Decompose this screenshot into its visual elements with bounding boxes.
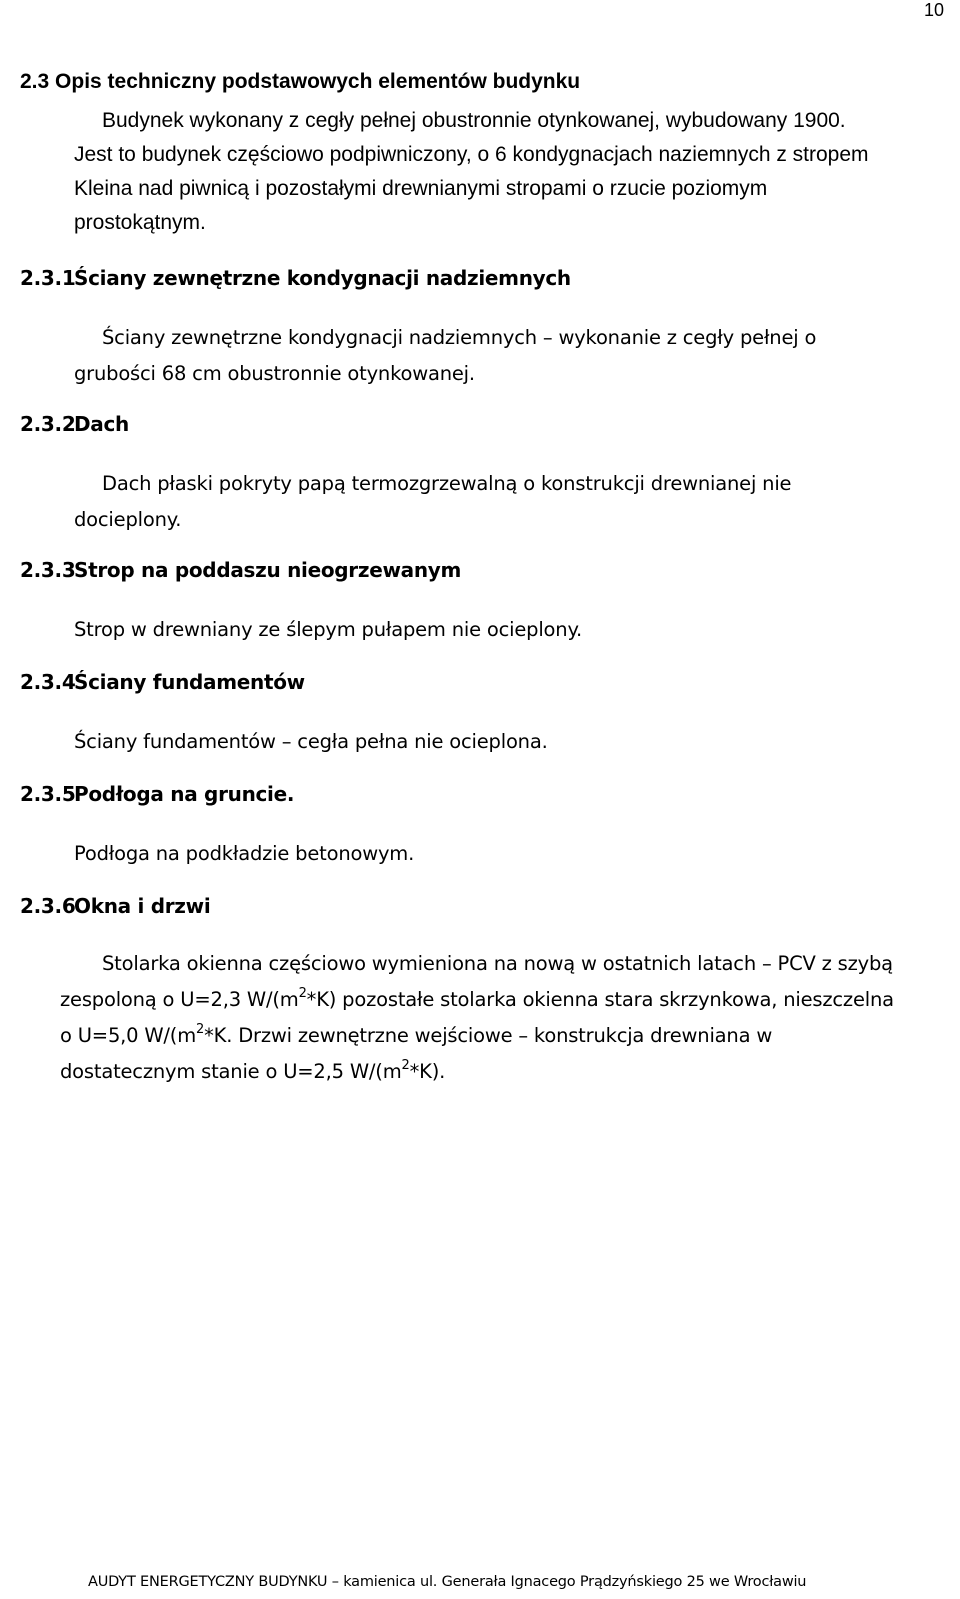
- section-intro: [74, 104, 874, 240]
- text-line: [60, 1018, 940, 1054]
- text-line: [60, 982, 940, 1018]
- subsection-heading-2-3-1: [20, 266, 571, 290]
- subsection-number: 2.3.1: [20, 266, 76, 290]
- subsection-number: 2.3.5: [20, 782, 76, 806]
- page-footer: AUDYT ENERGETYCZNY BUDYNKU – kamienica ul. Generała Ignacego Prądzyńskiego 25 we Wrocławiu: [88, 1574, 807, 1590]
- line-3a: o U=5,0 W/(m: [60, 1024, 197, 1047]
- text-line: [60, 946, 940, 982]
- subsection-text-2-3-5: Podłoga na podkładzie betonowym.: [74, 842, 415, 865]
- intro-rest: Jest to budynek częściowo podpiwniczony, o 6 kondygnacjach naziemnych z stropem Kleina nad piwnicą i pozostałymi drewnianymi stropami o rzucie poziomym prostokątnym.: [74, 143, 869, 234]
- text-line: Dach płaski pokryty papą termozgrzewalną o konstrukcji drewnianej nie: [102, 472, 792, 495]
- text-line: docieplony.: [74, 508, 182, 531]
- subsection-text-2-3-4: Ściany fundamentów – cegła pełna nie ocieplona.: [74, 730, 548, 753]
- subsection-text-2-3-2: [74, 466, 874, 538]
- subsection-number: 2.3.2: [20, 412, 76, 436]
- subsection-text-2-3-3: Strop w drewniany ze ślepym pułapem nie ocieplony.: [74, 618, 582, 641]
- subsection-number: 2.3.4: [20, 670, 76, 694]
- superscript: 2: [298, 986, 307, 1001]
- subsection-title: Strop na poddaszu nieogrzewanym: [74, 558, 462, 582]
- line-4a: dostatecznym stanie o U=2,5 W/(m: [60, 1060, 402, 1083]
- subsection-heading-2-3-6: [20, 894, 210, 918]
- superscript: 2: [196, 1022, 205, 1037]
- subsection-number: 2.3.3: [20, 558, 76, 582]
- subsection-heading-2-3-4: [20, 670, 305, 694]
- subsection-title: Ściany zewnętrzne kondygnacji nadziemnych: [74, 266, 571, 290]
- text-line: grubości 68 cm obustronnie otynkowanej.: [74, 362, 475, 385]
- section-title: 2.3 Opis techniczny podstawowych elementów budynku: [20, 70, 581, 93]
- text-line: Ściany zewnętrzne kondygnacji nadziemnych – wykonanie z cegły pełnej o: [102, 326, 817, 349]
- subsection-number: 2.3.6: [20, 894, 76, 918]
- subsection-text-2-3-6: [60, 946, 940, 1090]
- subsection-title: Dach: [74, 412, 129, 436]
- line-2b: *K) pozostałe stolarka okienna stara skrzynkowa, nieszczelna: [306, 988, 894, 1011]
- subsection-title: Ściany fundamentów: [74, 670, 305, 694]
- line-3b: *K. Drzwi zewnętrzne wejściowe – konstrukcja drewniana w: [204, 1024, 773, 1047]
- intro-line-1: Budynek wykonany z cegły pełnej obustronnie otynkowanej, wybudowany 1900.: [102, 109, 846, 132]
- subsection-heading-2-3-3: [20, 558, 461, 582]
- line-2a: zespoloną o U=2,3 W/(m: [60, 988, 299, 1011]
- superscript: 2: [401, 1058, 410, 1073]
- subsection-heading-2-3-2: [20, 412, 129, 436]
- line-4b: *K).: [409, 1060, 446, 1083]
- text-line: [60, 1054, 940, 1090]
- line-1: Stolarka okienna częściowo wymieniona na nową w ostatnich latach – PCV z szybą: [102, 952, 893, 975]
- subsection-title: Podłoga na gruncie.: [74, 782, 295, 806]
- page-number: 10: [923, 0, 944, 20]
- subsection-title: Okna i drzwi: [74, 894, 211, 918]
- subsection-text-2-3-1: [74, 320, 874, 392]
- subsection-heading-2-3-5: [20, 782, 294, 806]
